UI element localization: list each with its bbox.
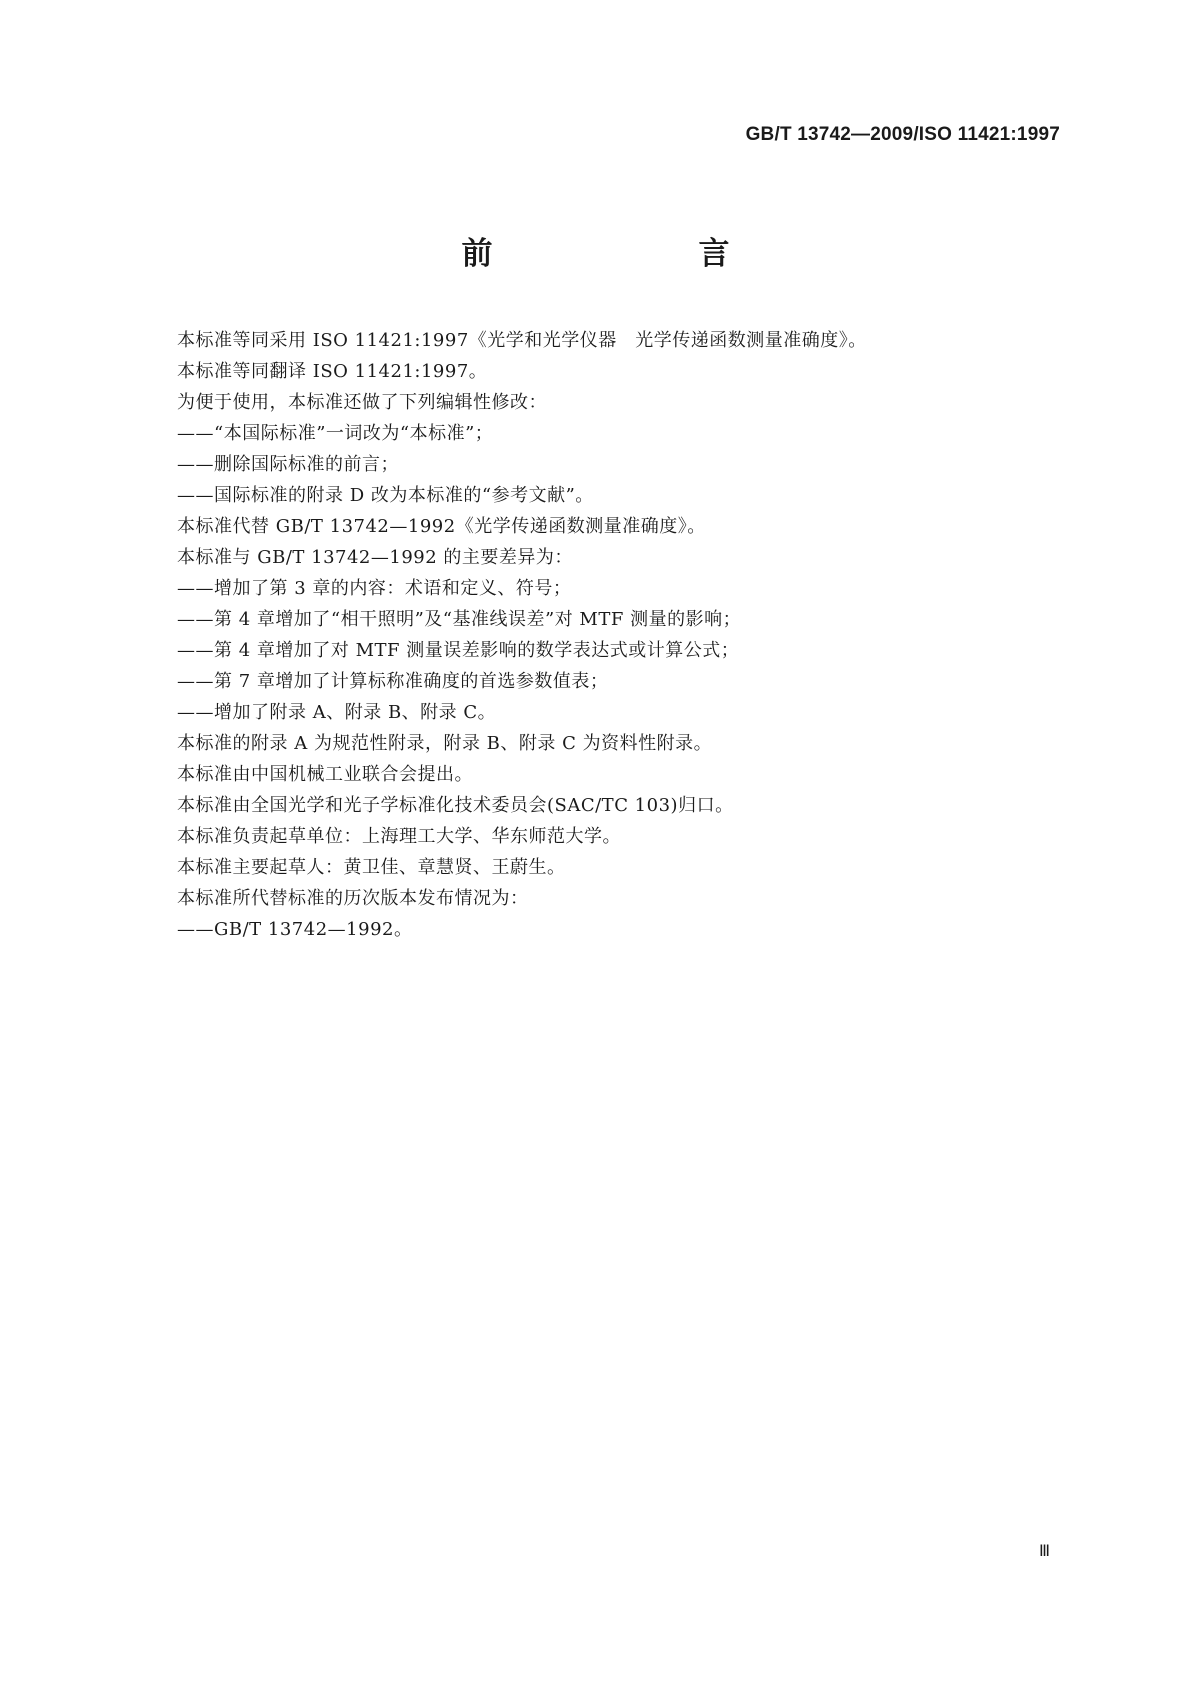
- list-item: ——删除国际标准的前言；: [177, 454, 399, 475]
- list-item: ——国际标准的附录 D 改为本标准的“参考文献”。: [177, 485, 594, 506]
- list-item: ——“本国际标准”一词改为“本标准”；: [177, 423, 494, 444]
- paragraph-line: 本标准等同翻译 ISO 11421:1997。: [177, 361, 488, 382]
- foreword-body: [177, 325, 1057, 945]
- list-item: ——第 4 章增加了“相干照明”及“基准线误差”对 MTF 测量的影响；: [177, 609, 742, 630]
- paragraph-line: 本标准等同采用 ISO 11421:1997《光学和光学仪器 光学传递函数测量准确度》。: [177, 330, 867, 351]
- list-item: ——GB/T 13742—1992。: [177, 919, 413, 940]
- list-item: ——增加了第 3 章的内容：术语和定义、符号；: [177, 578, 572, 599]
- standard-number-header: GB/T 13742—2009/ISO 11421:1997: [745, 124, 1060, 145]
- list-item: ——第 4 章增加了对 MTF 测量误差影响的数学表达式或计算公式；: [177, 640, 740, 661]
- paragraph-line: 本标准由全国光学和光子学标准化技术委员会(SAC/TC 103)归口。: [177, 795, 734, 816]
- list-item: ——增加了附录 A、附录 B、附录 C。: [177, 702, 497, 723]
- paragraph-line: 本标准负责起草单位：上海理工大学、华东师范大学。: [177, 826, 621, 847]
- paragraph-line: 本标准与 GB/T 13742—1992 的主要差异为：: [177, 547, 573, 568]
- paragraph-line: 本标准所代替标准的历次版本发布情况为：: [177, 888, 529, 909]
- paragraph-line: 本标准主要起草人：黄卫佳、章慧贤、王蔚生。: [177, 857, 566, 878]
- paragraph-line: 本标准的附录 A 为规范性附录，附录 B、附录 C 为资料性附录。: [177, 733, 713, 754]
- paragraph-line: 本标准由中国机械工业联合会提出。: [177, 764, 473, 785]
- list-item: ——第 7 章增加了计算标称准确度的首选参数值表；: [177, 671, 609, 692]
- page-title: 前 言: [461, 236, 778, 272]
- page-number: Ⅲ: [1038, 1543, 1050, 1560]
- paragraph-line: 为便于使用，本标准还做了下列编辑性修改：: [177, 392, 547, 413]
- paragraph-line: 本标准代替 GB/T 13742—1992《光学传递函数测量准确度》。: [177, 516, 706, 537]
